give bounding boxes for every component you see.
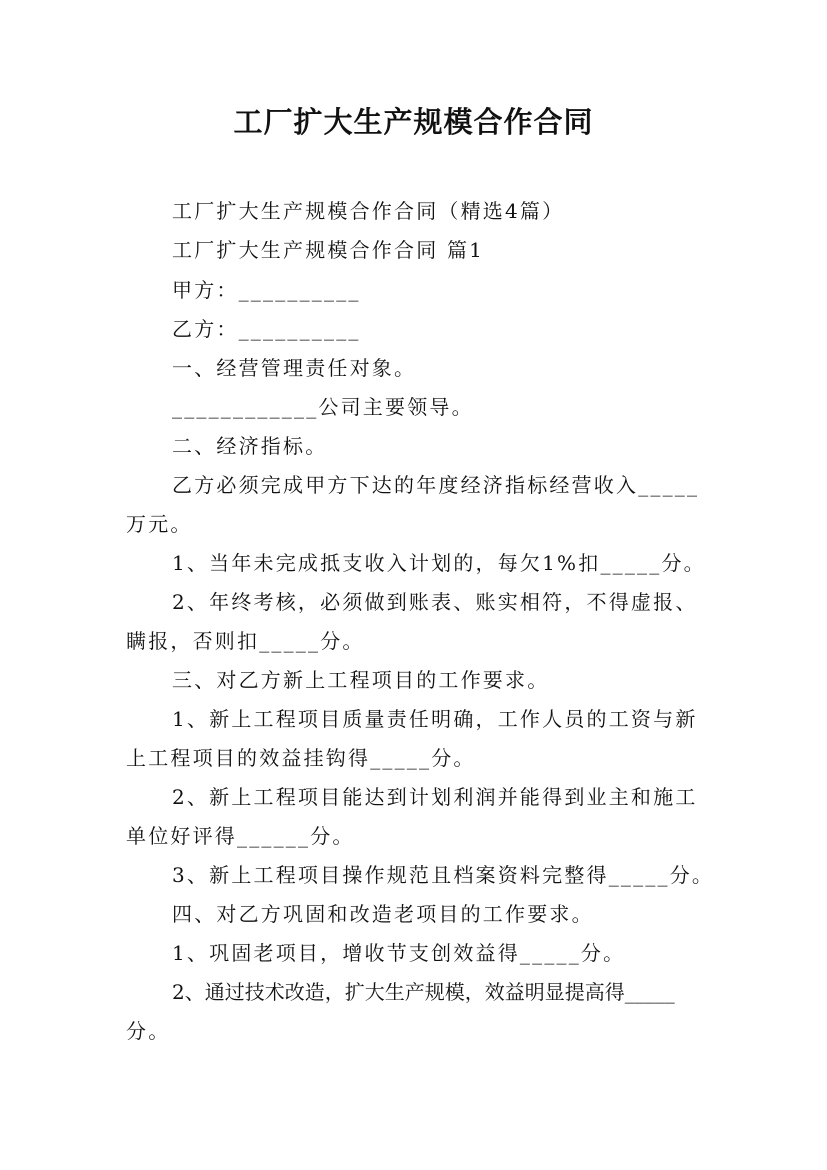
paragraph-line: 2、新上工程项目能达到计划利润并能得到业主和施工 [172,785,698,809]
subtitle-line: 工厂扩大生产规模合作合同（精选4篇） [172,199,565,223]
clause-heading: 四、对乙方巩固和改造老项目的工作要求。 [172,902,594,926]
paragraph-line: 万元。 [126,512,193,536]
paragraph-line: 1、巩固老项目，增收节支创效益得_____分。 [172,941,626,965]
clause-heading: 一、经营管理责任对象。 [172,356,417,380]
paragraph-line: 瞒报，否则扣_____分。 [126,629,365,653]
paragraph-line: 乙方必须完成甲方下达的年度经济指标经营收入_____ [172,473,700,497]
paragraph-line: 1、新上工程项目质量责任明确，工作人员的工资与新 [172,707,698,731]
clause-heading: 二、经济指标。 [172,434,328,458]
paragraph-line: 上工程项目的效益挂钩得_____分。 [126,746,476,770]
document-title: 工厂扩大生产规模合作合同 [233,105,594,139]
party-a-line: 甲方：__________ [172,278,361,302]
party-b-line: 乙方：__________ [172,317,361,341]
paragraph-line: 3、新上工程项目操作规范且档案资料完整得_____分。 [172,863,715,887]
paragraph-line: 2、年终考核，必须做到账表、账实相符，不得虚报、 [172,590,698,614]
section-heading: 工厂扩大生产规模合作合同 篇1 [172,238,485,262]
clause-heading: 三、对乙方新上工程项目的工作要求。 [172,668,550,692]
paragraph-line: ____________公司主要领导。 [172,395,474,419]
paragraph-line: 1、当年未完成抵支收入计划的，每欠1%扣_____分。 [172,551,706,575]
paragraph-line: 单位好评得______分。 [126,824,355,848]
paragraph-line: 2、通过技术改造，扩大生产规模，效益明显提高得_____ [172,980,675,1004]
paragraph-line: 分。 [126,1019,171,1043]
